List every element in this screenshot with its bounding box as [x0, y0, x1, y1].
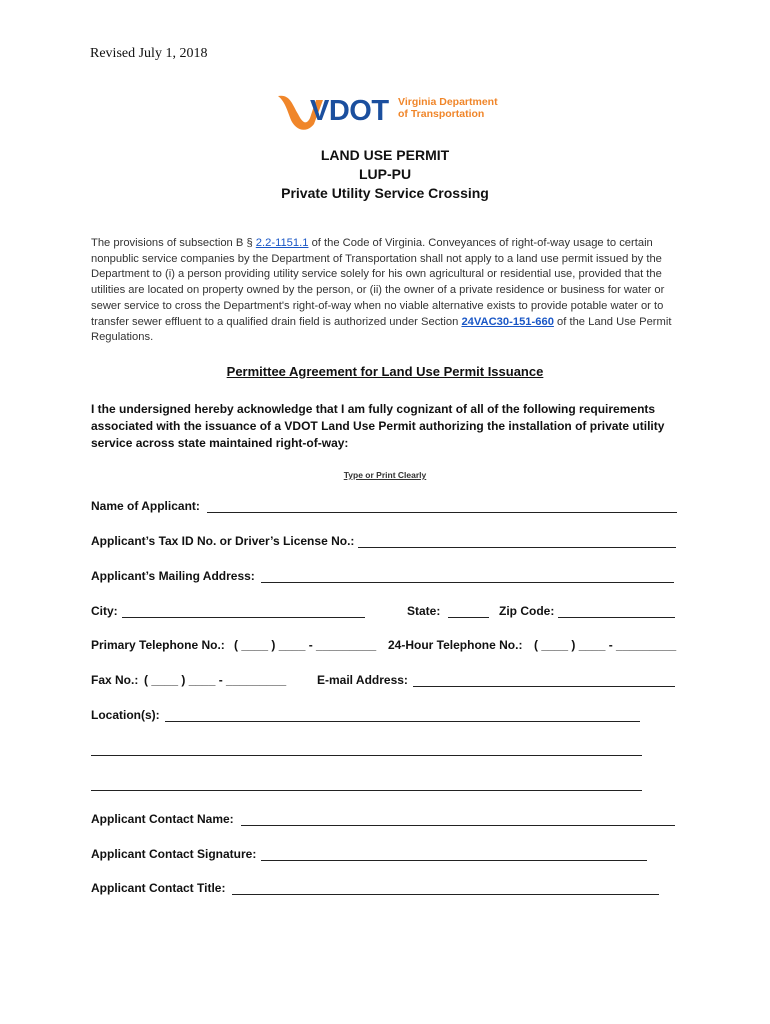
name-row	[91, 499, 681, 515]
taxid-label: Applicant’s Tax ID No. or Driver’s License No.:	[91, 534, 355, 548]
location-field-3[interactable]	[91, 790, 642, 791]
contact-signature-label: Applicant Contact Signature:	[91, 847, 257, 861]
location-row-2	[91, 742, 681, 758]
fax-label: Fax No.:	[91, 673, 139, 687]
svg-text:Virginia Department: Virginia Department	[398, 96, 498, 108]
primary-phone-label: Primary Telephone No.:	[91, 638, 225, 652]
phone-24-field[interactable]: ( ____ ) ____ - _________	[534, 638, 677, 652]
location-label: Location(s):	[91, 708, 160, 722]
svg-text:of Transportation: of Transportation	[398, 108, 485, 120]
agreement-heading: Permittee Agreement for Land Use Permit Issuance	[226, 364, 544, 379]
contact-title-field[interactable]	[232, 894, 659, 895]
zip-label: Zip Code:	[499, 604, 555, 618]
intro-text-2: of the Code of Virginia. Conveyances of right-of-way usage to certain nonpublic service companies by the Department of Transportation shall not apply to a land use permit issued by the Department to (i) a person providing utility service solely for his own agricultural or residential use, provided that the utilities are located on property owned by the person, or (ii) the owner of a private residence or business for water or sewer service to cross the Department's right-of-way when no viable alternative exists to provide potable water or to transfer sewer effluent to a qualified drain field is authorized under Section	[91, 237, 665, 328]
taxid-field[interactable]	[358, 547, 676, 548]
permit-title	[0, 146, 770, 203]
email-label: E-mail Address:	[317, 673, 408, 687]
mailing-label: Applicant’s Mailing Address:	[91, 569, 255, 583]
code-link-2-2-1151-1[interactable]: 2.2-1151.1	[255, 237, 309, 249]
location-row	[91, 708, 681, 724]
title-line-1: LAND USE PERMIT	[320, 147, 450, 163]
taxid-row	[91, 534, 681, 550]
primary-phone-field[interactable]: ( ____ ) ____ - _________	[234, 638, 377, 652]
city-state-zip-row	[91, 604, 681, 620]
city-label: City:	[91, 604, 118, 618]
svg-text:VDOT: VDOT	[310, 95, 389, 127]
type-or-print-note: Type or Print Clearly	[343, 470, 427, 480]
state-field[interactable]	[448, 617, 489, 618]
city-field[interactable]	[122, 617, 365, 618]
intro-paragraph	[91, 236, 691, 346]
contact-title-label: Applicant Contact Title:	[91, 881, 226, 895]
zip-field[interactable]	[558, 617, 675, 618]
state-label: State:	[407, 604, 441, 618]
title-line-3: Private Utility Service Crossing	[281, 185, 489, 201]
contact-signature-field[interactable]	[261, 860, 647, 861]
location-field-2[interactable]	[91, 755, 642, 756]
name-label: Name of Applicant:	[91, 499, 200, 513]
revised-date: Revised July 1, 2018	[90, 46, 208, 61]
intro-text-1: The provisions of subsection B §	[91, 237, 256, 249]
title-line-2: LUP-PU	[358, 166, 412, 182]
contact-name-row	[91, 812, 681, 828]
fax-email-row	[91, 673, 681, 689]
acknowledgement-text: I the undersigned hereby acknowledge that I am fully cognizant of all of the following requirements associated with the issuance of a VDOT Land Use Permit authorizing the installation of private utility service across state maintained right-of-way:	[91, 402, 665, 450]
contact-signature-row	[91, 847, 681, 863]
fax-field[interactable]: ( ____ ) ____ - _________	[144, 673, 287, 687]
contact-name-label: Applicant Contact Name:	[91, 812, 234, 826]
intro-text-3: of the Land Use Permit Regulations.	[91, 315, 672, 344]
contact-name-field[interactable]	[241, 825, 675, 826]
location-row-3	[91, 777, 681, 793]
regulation-link-24vac30[interactable]: 24VAC30-151-660	[461, 315, 554, 328]
name-field[interactable]	[207, 512, 677, 513]
phone-24-label: 24-Hour Telephone No.:	[388, 638, 523, 652]
vdot-logo	[276, 90, 498, 132]
contact-title-row	[91, 881, 681, 897]
mailing-row	[91, 569, 681, 585]
phone-row	[91, 638, 681, 654]
email-field[interactable]	[413, 686, 675, 687]
location-field-1[interactable]	[165, 721, 640, 722]
mailing-field[interactable]	[261, 582, 674, 583]
